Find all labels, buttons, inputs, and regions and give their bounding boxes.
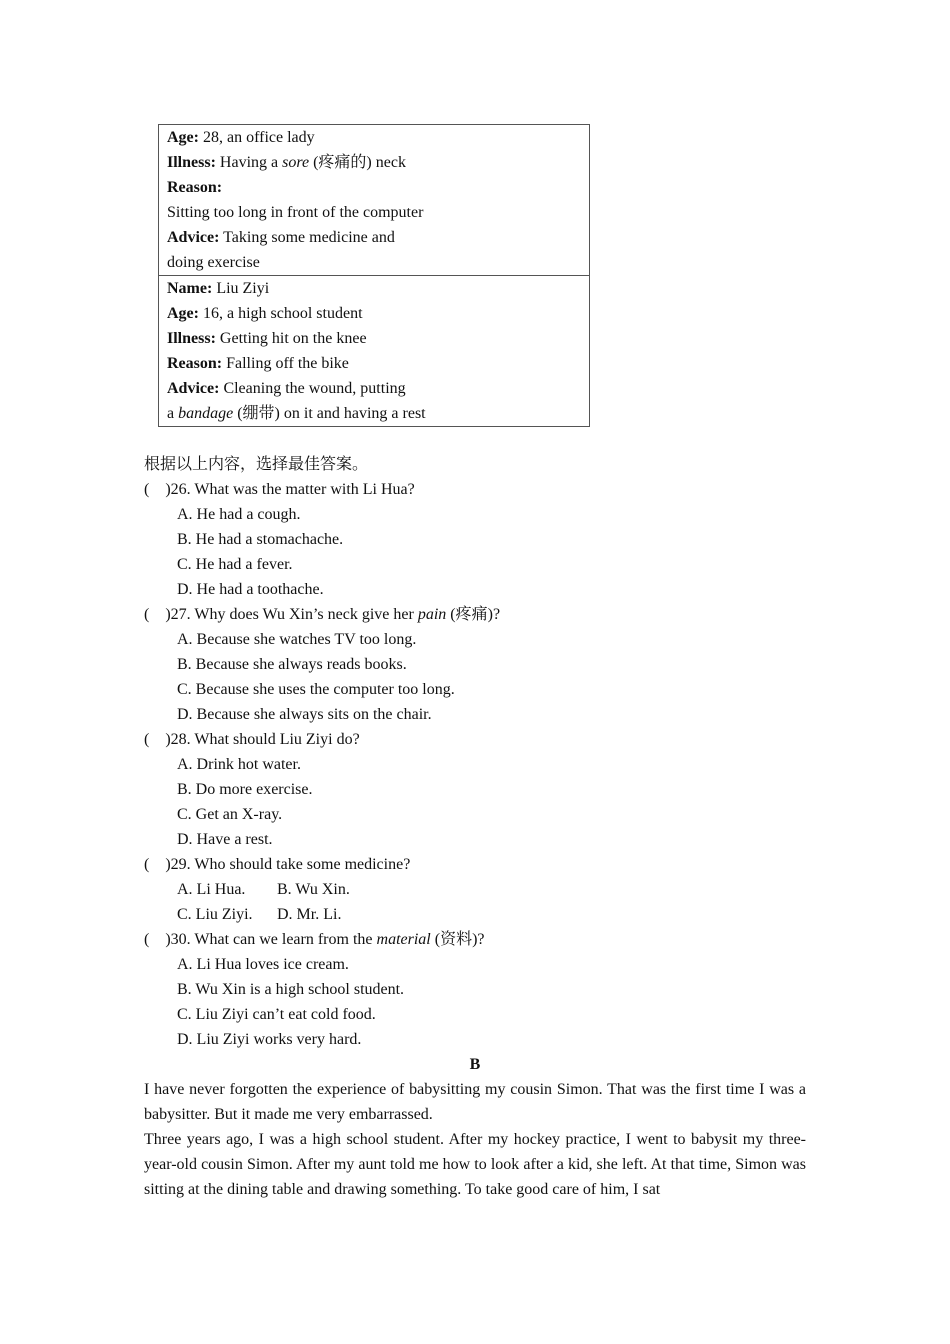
option: D. He had a toothache. [177, 581, 324, 598]
question-27: ( )27. Why does Wu Xin’s neck give her pain (疼痛)? [144, 606, 501, 623]
option: D. Because she always sits on the chair. [177, 706, 432, 723]
illness-row: Illness: Getting hit on the knee [167, 330, 367, 347]
option: A. Because she watches TV too long. [177, 631, 417, 648]
option: D. Liu Ziyi works very hard. [177, 1031, 362, 1048]
reason-row: Reason: Falling off the bike [167, 355, 349, 372]
advice-row: Advice: Cleaning the wound, putting [167, 380, 406, 397]
option: A. He had a cough. [177, 506, 301, 523]
option: A. Li Hua loves ice cream. [177, 956, 349, 973]
question-28: ( )28. What should Liu Ziyi do? [144, 731, 360, 748]
option: B. Do more exercise. [177, 781, 313, 798]
section-heading: B [469, 1056, 481, 1073]
option: C. Liu Ziyi. [177, 906, 253, 923]
option: B. Wu Xin. [277, 881, 350, 898]
option: A. Drink hot water. [177, 756, 301, 773]
advice-row: Advice: Taking some medicine and [167, 229, 395, 246]
option: B. Because she always reads books. [177, 656, 407, 673]
name-row: Name: Liu Ziyi [167, 280, 270, 297]
advice-row-continued: a bandage (绷带) on it and having a rest [167, 405, 426, 422]
reason-label-row: Reason: [167, 179, 223, 196]
paragraph: I have never forgotten the experience of babysitting my cousin Simon. That was the first time I was a babysitter. But it made me very embarrassed. [144, 1081, 806, 1123]
option: B. Wu Xin is a high school student. [177, 981, 405, 998]
question-29: ( )29. Who should take some medicine? [144, 856, 411, 873]
advice-row-continued: doing exercise [167, 254, 260, 271]
option: C. Because she uses the computer too long. [177, 681, 455, 698]
question-26: ( )26. What was the matter with Li Hua? [144, 481, 415, 498]
option: C. Get an X-ray. [177, 806, 283, 823]
illness-row: Illness: Having a sore (疼痛的) neck [167, 154, 406, 171]
reason-value-row: Sitting too long in front of the computer [167, 204, 424, 221]
option: A. Li Hua. [177, 881, 246, 898]
age-row: Age: 16, a high school student [167, 305, 363, 322]
paragraph: Three years ago, I was a high school student. After my hockey practice, I went to babysit my three-year-old cousin Simon. After my aunt told me how to look after a kid, she left. At that time, Simon was sitting at the dining table and drawing something. To take good care of him, I sat [144, 1131, 806, 1198]
option: D. Mr. Li. [277, 906, 342, 923]
option: B. He had a stomachache. [177, 531, 344, 548]
instruction: 根据以上内容，选择最佳答案。 [144, 456, 369, 473]
option: C. He had a fever. [177, 556, 293, 573]
option: C. Liu Ziyi can’t eat cold food. [177, 1006, 376, 1023]
option-pair [144, 877, 806, 902]
table-cell-liu-ziyi [159, 275, 589, 426]
document-page [144, 124, 806, 1202]
option: D. Have a rest. [177, 831, 273, 848]
info-table [158, 124, 590, 427]
question-30: ( )30. What can we learn from the material (资料)? [144, 931, 485, 948]
table-cell-wu-xin [159, 125, 589, 275]
option-pair [144, 902, 806, 927]
age-row: Age: 28, an office lady [167, 129, 315, 146]
